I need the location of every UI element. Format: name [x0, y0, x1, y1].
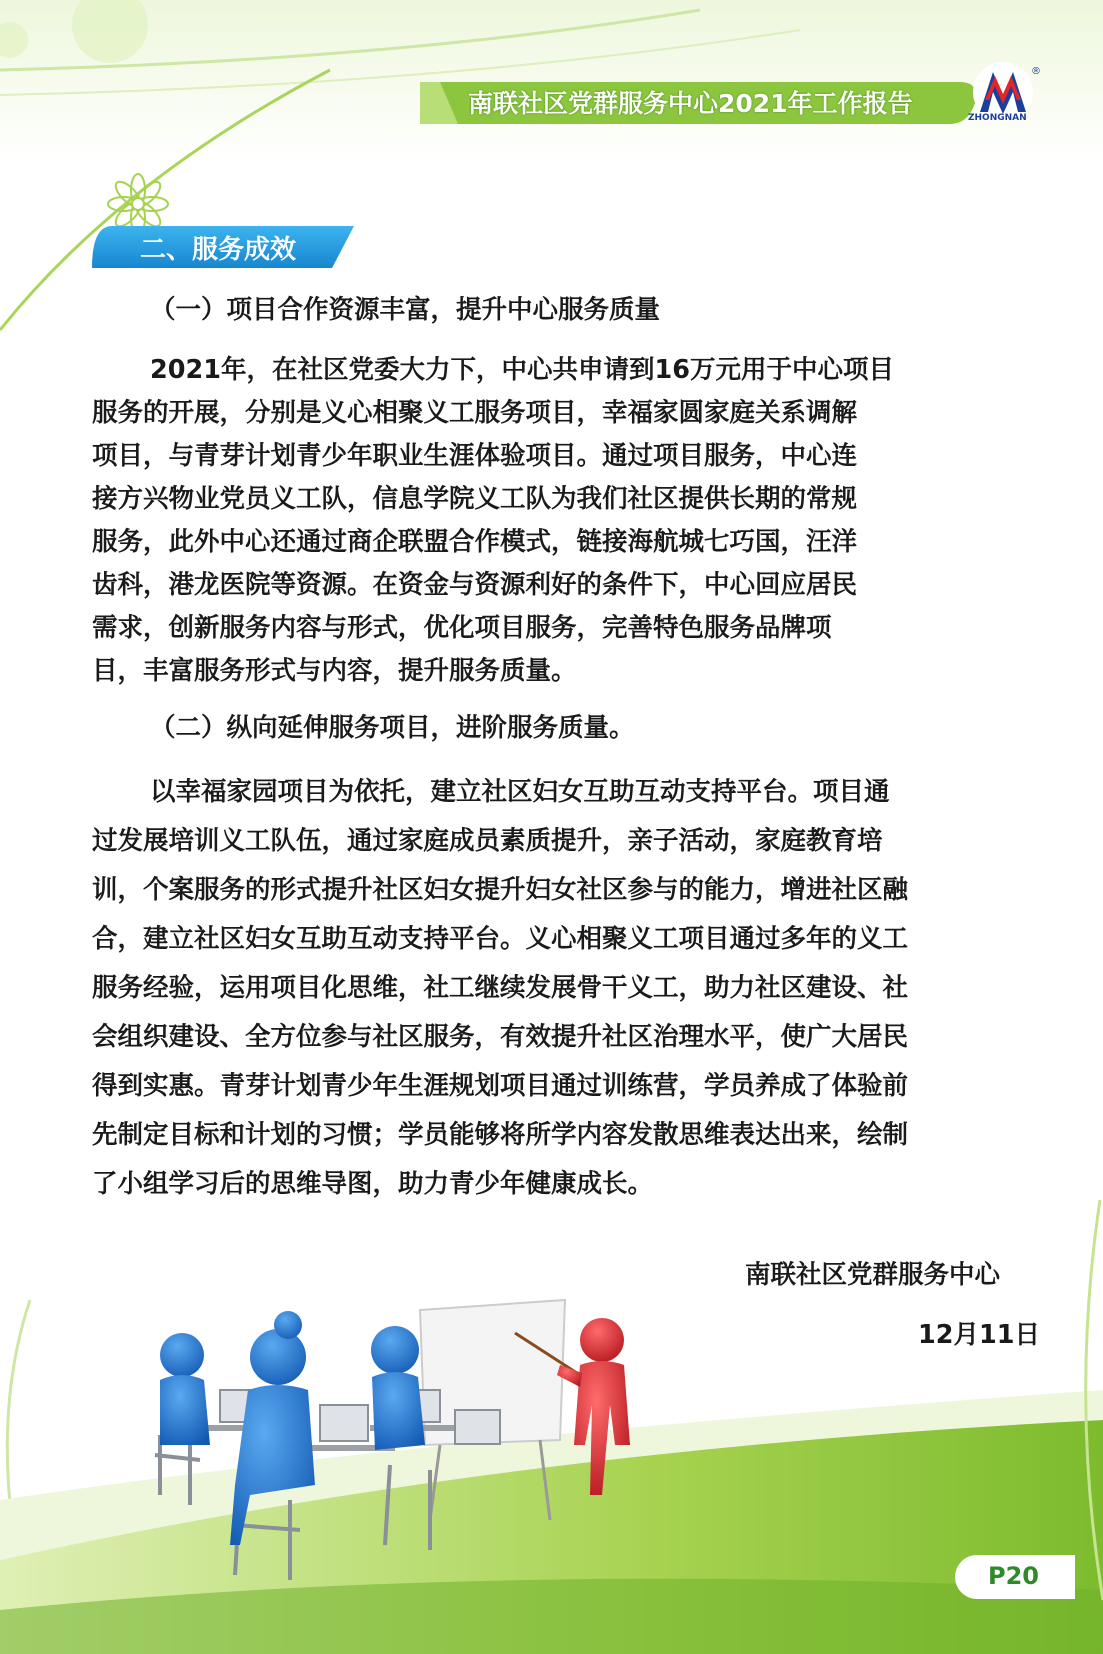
paragraph-2-line: 过发展培训义工队伍，通过家庭成员素质提升，亲子活动，家庭教育培	[92, 826, 883, 856]
classroom-illustration	[140, 1295, 700, 1595]
teacher-figure	[557, 1318, 630, 1495]
logo-text: ZHONGNAN	[968, 113, 1027, 123]
paragraph-2-line: 训，个案服务的形式提升社区妇女提升妇女社区参与的能力，增进社区融	[92, 875, 909, 905]
paragraph-1-line: 项目，与青芽计划青少年职业生涯体验项目。通过项目服务，中心连	[92, 441, 858, 471]
student-figure	[230, 1329, 315, 1545]
page-number: P20	[988, 1562, 1039, 1590]
paragraph-2-line: 以幸福家园项目为依托，建立社区妇女互助互动支持平台。项目通	[150, 777, 890, 807]
paragraph-1-line: 服务，此外中心还通过商企联盟合作模式，链接海航城七巧国，汪洋	[92, 527, 858, 557]
student-figure	[160, 1333, 210, 1445]
signature-date: 12月11日	[918, 1320, 1040, 1350]
section-title: 二、服务成效	[140, 235, 297, 265]
report-title: 南联社区党群服务中心2021年工作报告	[468, 89, 913, 118]
subsection-1-title: （一）项目合作资源丰富，提升中心服务质量	[150, 295, 661, 325]
student-figure	[371, 1326, 425, 1450]
paragraph-2-line: 先制定目标和计划的习惯；学员能够将所学内容发散思维表达出来，绘制	[92, 1120, 909, 1150]
signature-org: 南联社区党群服务中心	[745, 1260, 1001, 1290]
paragraph-2-line: 得到实惠。青芽计划青少年生涯规划项目通过训练营，学员养成了体验前	[92, 1071, 909, 1101]
paragraph-2-line: 服务经验，运用项目化思维，社工继续发展骨干义工，助力社区建设、社	[92, 973, 909, 1003]
student-figure	[274, 1311, 302, 1339]
registered-mark: ®	[1031, 66, 1041, 77]
paragraph-1-line: 目，丰富服务形式与内容，提升服务质量。	[92, 656, 577, 686]
paragraph-1-line: 服务的开展，分别是义心相聚义工服务项目，幸福家圆家庭关系调解	[92, 398, 858, 428]
paragraph-2-line: 合，建立社区妇女互助互动支持平台。义心相聚义工项目通过多年的义工	[92, 924, 909, 954]
paragraph-1-line: 2021年，在社区党委大力下，中心共申请到16万元用于中心项目	[150, 355, 894, 385]
paragraph-2-line: 了小组学习后的思维导图，助力青少年健康成长。	[92, 1169, 654, 1199]
paragraph-1-line: 需求，创新服务内容与形式，优化项目服务，完善特色服务品牌项	[92, 613, 832, 643]
subsection-2-title: （二）纵向延伸服务项目，进阶服务质量。	[150, 713, 635, 743]
paragraph-1-line: 接方兴物业党员义工队，信息学院义工队为我们社区提供长期的常规	[92, 484, 858, 514]
paragraph-1-line: 齿科，港龙医院等资源。在资金与资源利好的条件下，中心回应居民	[92, 570, 858, 600]
paragraph-2-line: 会组织建设、全方位参与社区服务，有效提升社区治理水平，使广大居民	[92, 1022, 909, 1052]
